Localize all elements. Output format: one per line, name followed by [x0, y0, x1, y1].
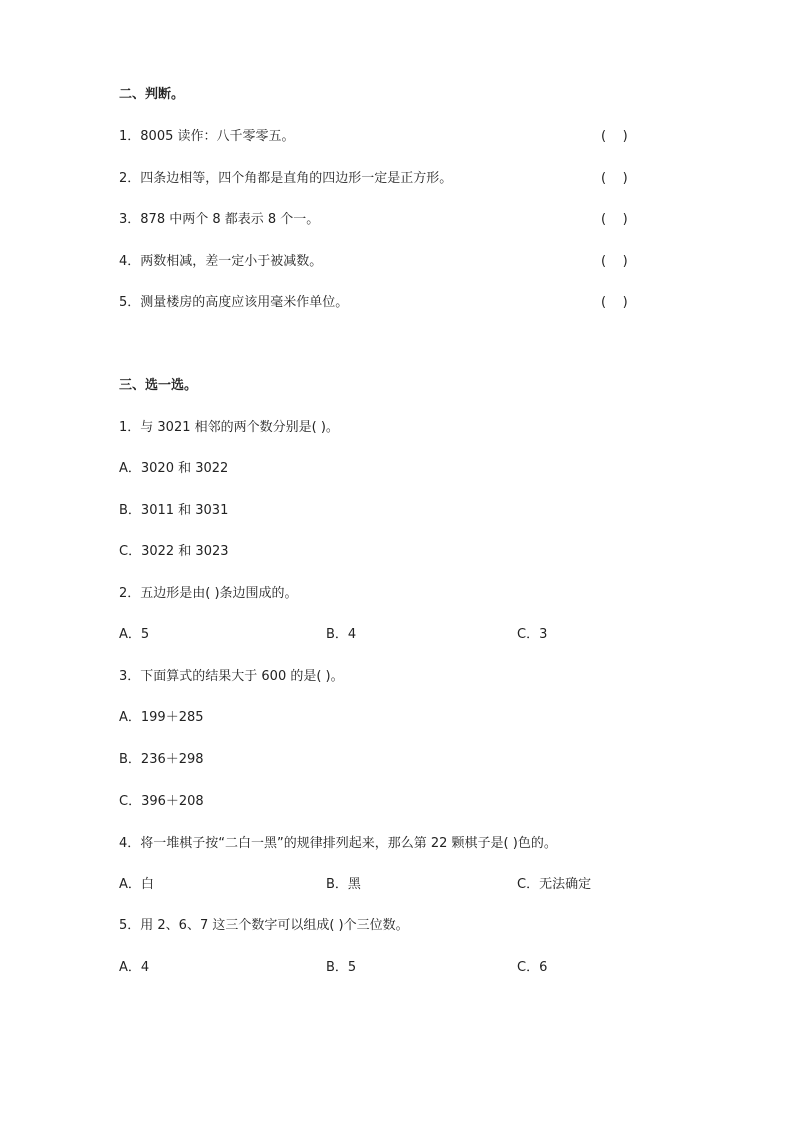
choice-question-3: 3．下面算式的结果大于 600 的是( )。	[119, 669, 344, 684]
choice-option-2c[interactable]: C．3	[517, 627, 548, 642]
answer-parentheses-4[interactable]: ( )	[601, 254, 628, 269]
answer-parentheses-3[interactable]: ( )	[601, 212, 628, 227]
choice-option-5a[interactable]: A．4	[119, 960, 150, 975]
choice-option-3b[interactable]: B．236＋298	[119, 752, 204, 767]
section-title-judgement: 二、判断。	[119, 87, 185, 102]
judgement-item-3: 3．878 中两个 8 都表示 8 个一。	[119, 212, 320, 227]
choice-option-5c[interactable]: C．6	[517, 960, 548, 975]
choice-question-1: 1．与 3021 相邻的两个数分别是( )。	[119, 420, 339, 435]
choice-option-3a[interactable]: A．199＋285	[119, 710, 204, 725]
answer-parentheses-2[interactable]: ( )	[601, 171, 628, 186]
choice-option-4c[interactable]: C．无法确定	[517, 877, 592, 892]
choice-option-5b[interactable]: B．5	[326, 960, 357, 975]
choice-question-5: 5．用 2、6、7 这三个数字可以组成( )个三位数。	[119, 918, 409, 933]
answer-parentheses-5[interactable]: ( )	[601, 295, 628, 310]
answer-parentheses-1[interactable]: ( )	[601, 129, 628, 144]
choice-option-4b[interactable]: B．黑	[326, 877, 361, 892]
choice-option-1c[interactable]: C．3022 和 3023	[119, 544, 229, 559]
judgement-item-2: 2．四条边相等，四个角都是直角的四边形一定是正方形。	[119, 171, 453, 186]
choice-option-1b[interactable]: B．3011 和 3031	[119, 503, 229, 518]
choice-option-2a[interactable]: A．5	[119, 627, 150, 642]
choice-option-1a[interactable]: A．3020 和 3022	[119, 461, 229, 476]
choice-option-3c[interactable]: C．396＋208	[119, 794, 204, 809]
judgement-item-1: 1．8005 读作：八千零零五。	[119, 129, 295, 144]
judgement-item-5: 5．测量楼房的高度应该用毫米作单位。	[119, 295, 349, 310]
judgement-item-4: 4．两数相减，差一定小于被减数。	[119, 254, 323, 269]
choice-question-4: 4．将一堆棋子按“二白一黑”的规律排列起来，那么第 22 颗棋子是( )色的。	[119, 836, 557, 851]
section-title-choice: 三、选一选。	[119, 378, 198, 393]
choice-question-2: 2．五边形是由( )条边围成的。	[119, 586, 298, 601]
choice-option-4a[interactable]: A．白	[119, 877, 154, 892]
choice-option-2b[interactable]: B．4	[326, 627, 357, 642]
